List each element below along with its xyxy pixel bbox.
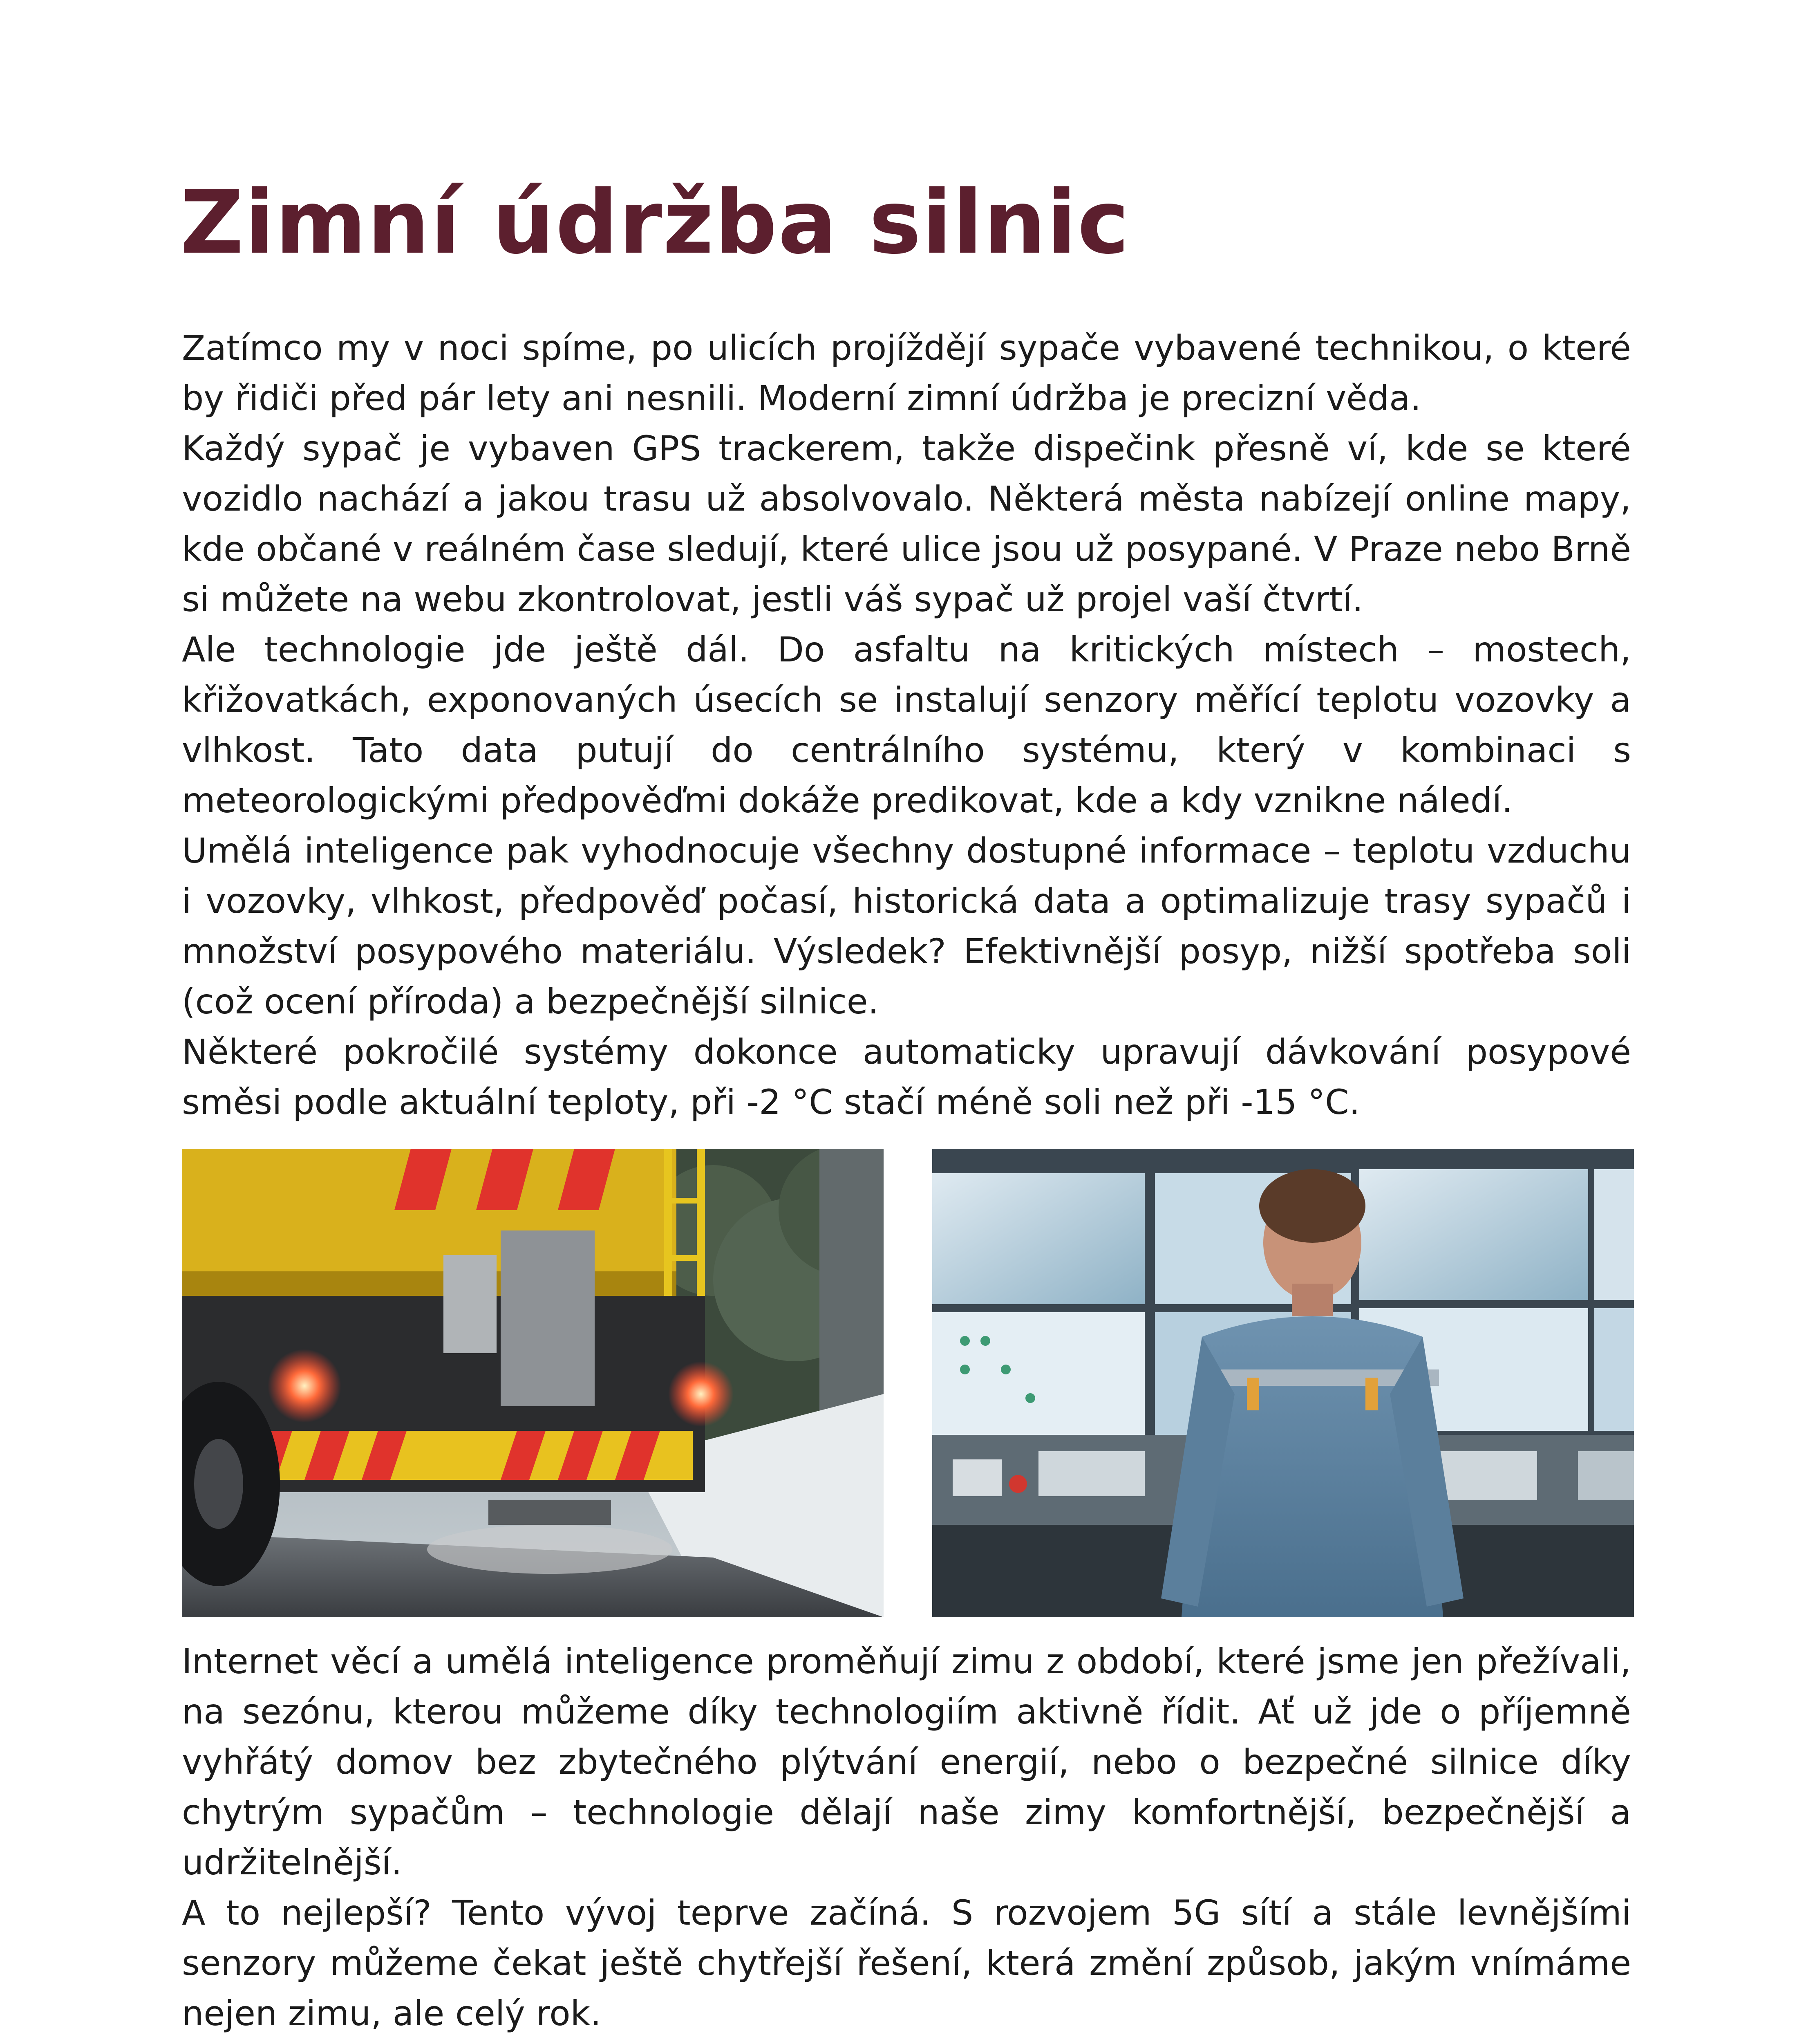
- paragraph: Některé pokročilé systémy dokonce automaticky upravují dávkování posypové směsi podle aktuální teploty, při -2 °C stačí méně soli než při -15 °C.: [182, 1032, 1631, 1122]
- paragraph: A to nejlepší? Tento vývoj teprve začíná. S rozvojem 5G sítí a stále levnějšími senzory můžeme čekat ještě chytřejší řešení, která změní způsob, jakým vnímáme nejen zimu, ale celý rok.: [182, 1893, 1631, 2033]
- paragraph: Internet věcí a umělá inteligence proměňují zimu z období, které jsme jen přežívali, na sezónu, kterou můžeme díky technologiím aktivně řídit. Ať už jde o příjemně vyhřátý domov bez zbytečného plýtvání energií, nebo o bezpečné silnice díky chytrým sypačům – technologie dělají naše zimy komfortnější, bezpečnější a udržitelnější.: [182, 1641, 1631, 1883]
- control-room-photo: [932, 1149, 1634, 1617]
- paragraph: Umělá inteligence pak vyhodnocuje všechny dostupné informace – teplotu vzduchu i vozovky, vlhkost, předpověď počasí, historická data a optimalizuje trasy sypačů i množství posypového materiálu. Výsledek? Efektivnější posyp, nižší spotřeba soli (což ocení příroda) a bezpečnější silnice.: [182, 831, 1631, 1022]
- paragraph: Ale technologie jde ještě dál. Do asfaltu na kritických místech – mostech, křižovatkách, exponovaných úsecích se instalují senzory měřící teplotu vozovky a vlhkost. Tato data putují do centrálního systému, který v kombinaci s meteorologickými předpověďmi dokáže predikovat, kde a kdy vznikne náledí.: [182, 630, 1631, 820]
- article-text-top: [182, 323, 1631, 1127]
- paragraph: Každý sypač je vybaven GPS trackerem, takže dispečink přesně ví, kde se které vozidlo nachází a jakou trasu už absolvovalo. Některá města nabízejí online mapy, kde občané v reálném čase sledují, které ulice jsou už posypané. V Praze nebo Brně si můžete na webu zkontrolovat, jestli váš sypač už projel vaší čtvrtí.: [182, 428, 1631, 619]
- article-text-bottom: [182, 1636, 1631, 2039]
- paragraph: Zatímco my v noci spíme, po ulicích projíždějí sypače vybavené technikou, o které by řidiči před pár lety ani nesnili. Moderní zimní údržba je precizní věda.: [182, 328, 1631, 418]
- page-title: Zimní údržba silnic: [180, 172, 1130, 273]
- gritter-truck-photo: [182, 1149, 884, 1617]
